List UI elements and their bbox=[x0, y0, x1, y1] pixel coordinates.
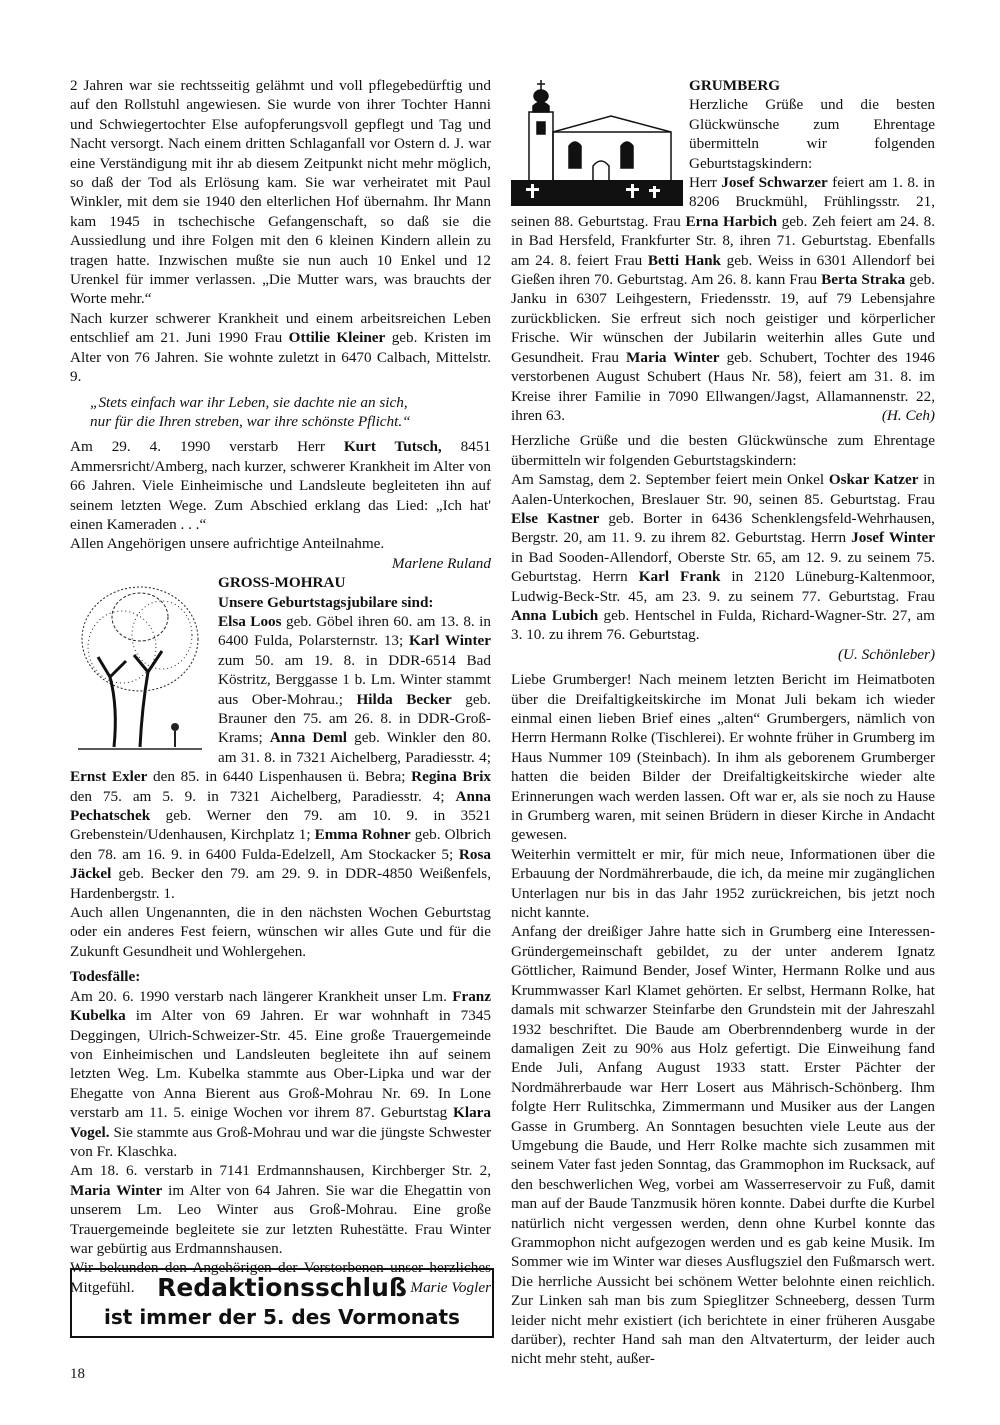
grumberg-intro-2: Herzliche Grüße und die besten Glückwünsche zum Ehrentage übermitteln wir folgenden Geburtstagskindern: bbox=[511, 432, 935, 469]
jubilar-name: Ernst Exler bbox=[70, 768, 148, 786]
jubilar-name: Anna Lubich bbox=[511, 606, 599, 624]
grumberg-birthdays-2 bbox=[511, 470, 935, 645]
jubilar-details: geb. Weiss in 6301 Allendorf bei Gießen ihren 70. Geburtstag. Am 26. 8. kann Frau bbox=[511, 251, 935, 289]
name-bold: Franz Kubelka bbox=[70, 987, 491, 1025]
jubilar-name: Oskar Katzer bbox=[828, 471, 919, 489]
jubilar-name: Hilda Becker bbox=[356, 690, 452, 708]
name-bold: Ottilie Kleiner bbox=[288, 329, 386, 347]
jubilar-name: Anna Pechatschek bbox=[70, 787, 491, 825]
jubilar-details: geb. Brauner den 75. am 26. 8. in DDR-Groß-Krams; bbox=[218, 690, 491, 747]
jubilar-details: in Bad Sooden-Allendorf, Oberste Str. 65, am 12. 9. zu seinem 75. Geburtstag. Herrn bbox=[511, 548, 935, 586]
jubilar-details: geb. Winkler den 80. am 31. 8. in 7321 Aichelberg, Paradiesstr. 4; bbox=[218, 729, 491, 766]
left-column bbox=[70, 76, 491, 1297]
jubilar-name: Anna Deml bbox=[269, 729, 347, 747]
jubilar-details: geb. Becker den 79. am 29. 9. in DDR-4850 Weißenfels, Hardenbergstr. 1. bbox=[70, 865, 491, 902]
jubilar-details: in Aalen-Unterkochen, Breslauer Str. 90, seinen 85. Geburtstag. Frau bbox=[511, 471, 935, 508]
jubilar-name: Erna Harbich bbox=[685, 212, 778, 230]
church-illustration bbox=[511, 76, 683, 206]
page-number: 18 bbox=[70, 1366, 85, 1382]
poem-line-1: „Stets einfach war ihr Leben, sie dachte nie an sich, bbox=[90, 393, 408, 411]
jubilar-name: Berta Straka bbox=[821, 271, 906, 289]
section-title-todesfaelle: Todesfälle: bbox=[70, 968, 141, 986]
jubilar-name: Josef Schwarzer bbox=[721, 174, 828, 192]
jubilar-details: Herr bbox=[689, 174, 722, 192]
tree-illustration bbox=[70, 577, 210, 755]
condolence-closing: Wir bekunden den Angehörigen der Verstorbenen unser herzliches Mitgefühl. Marie Vogler bbox=[70, 1259, 491, 1296]
jubilar-details: geb. Hentschel in Fulda, Richard-Wagner-Str. 27, am 3. 10. zu ihrem 76. Geburtstag. bbox=[511, 606, 935, 644]
wishes-paragraph: Auch allen Ungenannten, die in den nächsten Wochen Geburtstag oder ein anderes Fest feiern, wünschen wir alles Gute und für die Zukunft Gesundheit und Wohlergehen. bbox=[70, 904, 491, 960]
deadline-title: Redaktionsschluß bbox=[157, 1273, 407, 1302]
deadline-subtitle: ist immer der 5. des Vormonats bbox=[104, 1305, 460, 1329]
jubilar-details: den 85. in 6440 Lispenhausen ü. Bebra; bbox=[147, 768, 412, 786]
jubilar-details: geb. Olbrich den 78. am 16. 9. in 6400 Fulda-Edelzell, Am Stockacker 5; bbox=[70, 826, 491, 863]
section-title-grumberg: GRUMBERG bbox=[689, 77, 781, 94]
grumberg-birthdays-1 bbox=[511, 173, 935, 425]
jubilar-details: den 75. am 5. 9. in 7321 Aichelberg, Paradiesstr. 4; bbox=[70, 787, 456, 805]
grumberg-intro: Herzliche Grüße und die besten Glückwünsche zum Ehrentage übermitteln wir folgenden Geburtstagskindern: bbox=[689, 96, 935, 172]
jubilar-details: in 2120 Lüneburg-Kaltenmoor, Ludwig-Beck-Str. 45, am 23. 9. zu seinem 77. Geburtstag. Frau bbox=[511, 568, 936, 605]
poem-line-2: nur für die Ihren streben, war ihre schönste Pflicht.“ bbox=[90, 412, 411, 430]
obituary-tutsch: Am 29. 4. 1990 verstarb Herr Kurt Tutsch, 8451 Ammersricht/Amberg, nach kurzer, schwerer Krankheit im Alter von 66 Jahren. Viele Einheimische und Landsleute begleiteten ihn auf seinem letzten Wege. Zum Abschied erklang das Lied: „Ich hat' einen Kameraden . . .“ bbox=[70, 438, 492, 533]
jubilar-details: geb. Werner den 79. am 10. 9. in 3521 Grebenstein/Udenhausen, Kirchplatz 1; bbox=[70, 807, 491, 844]
jubilar-details: geb. Zeh feiert am 24. 8. in Bad Hersfeld, Frankfurter Str. 8, ihren 71. Geburtstag. Ebenfalls am 24. 8. feiert Frau bbox=[511, 212, 935, 269]
condolence-line: Allen Angehörigen unsere aufrichtige Anteilnahme. bbox=[70, 535, 385, 553]
jubilar-details: geb. Borter in 6436 Schenklengsfeld-Wehrhausen, Bergstr. 20, am 11. 9. zu ihrem 82. Geburtstag. Herrn bbox=[511, 509, 935, 547]
obituary-kubelka: Am 20. 6. 1990 verstarb nach längerer Krankheit unser Lm. Franz Kubelka im Alter von 69 Jahren. Er war wohnhaft in 7345 Deggingen, Ulrich-Schweizer-Str. 45. Eine große Trauergemeinde von Einheimischen und Landsleuten begleitete ihn auf seinem letzten Weg. Lm. Kubelka stammte aus Ober-Lipka und war der Ehegatte von Anna Bierent aus Groß-Mohrau Nr. 69. In Lone verstarb am 11. 5. einige Wochen vor ihrem 87. Geburtstag Klara Vogel. Sie stammte aus Groß-Mohrau und war die jüngste Schwester von Fr. Klaschka. bbox=[70, 987, 491, 1160]
obituary-winter: Am 18. 6. verstarb in 7141 Erdmannshausen, Kirchberger Str. 2, Maria Winter im Alter von 64 Jahren. Sie war die Ehegattin von unserem Lm. Leo Winter aus Groß-Mohrau. Eine große Trauergemeinde begleitete sie zur letzten Ruhestätte. Frau Winter war gebürtig aus Erdmannshausen. bbox=[70, 1162, 491, 1257]
jubilar-details: geb. Schubert, Tochter des 1946 verstorbenen August Schubert (Haus Nr. 58), feiert am 31. 8. im Kreise ihrer Familie in 7090 Ellwangen/Jagst, Allamannenstr. 22, ihren 63. bbox=[511, 348, 936, 424]
name-bold: Klara Vogel. bbox=[70, 1104, 491, 1141]
signature-vogler: Marie Vogler bbox=[410, 1278, 491, 1296]
jubilar-name: Emma Rohner bbox=[314, 826, 411, 844]
section-title-gross-mohrau: GROSS-MOHRAU bbox=[218, 574, 346, 592]
name-bold: Kurt Tutsch, bbox=[343, 438, 442, 456]
paragraph-liebe-grumberger: Liebe Grumberger! Nach meinem letzten Bericht im Heimatboten über die Dreifaltigkeitskirche im Monat Juli bekam ich wieder einmal einen lieben Brief eines „alten“ Grumbergers, nämlich von Herrn Hermann Rolke (Tischlerei). Er wohnte früher in Grumberg im Haus Nummer 109 (Steinbach). In ihm als geborenem Grumberger hatten die beiden Bilder der Dreifaltigkeitskirche wieder alte Erinnerungen wach werden lassen. Oft war er, als sie noch zu Hause in Grumberg waren, mit seinen Brüdern in dieser Kirche in Andacht gewesen. bbox=[511, 671, 935, 844]
right-column bbox=[511, 76, 935, 1369]
jubilar-name: Rosa Jäckel bbox=[70, 845, 491, 883]
signature-ceh: (H. Ceh) bbox=[881, 406, 935, 424]
jubilar-details: Am Samstag, dem 2. September feiert mein Onkel bbox=[511, 471, 829, 489]
obituary-kleiner: Nach kurzer schwerer Krankheit und einem arbeitsreichen Leben entschlief am 21. Juni 1990 Frau Ottilie Kleiner geb. Kristen im Alter von 76 Jahren. Sie wohnte zuletzt in 6470 Calbach, Mittelstr. 9. bbox=[70, 309, 492, 386]
section-subtitle-geburtstage: Unsere Geburtstagsjubilare sind: bbox=[218, 593, 434, 611]
jubilar-name: Regina Brix bbox=[411, 768, 492, 786]
name-bold: Maria Winter bbox=[70, 1181, 163, 1199]
jubilar-name: Karl Frank bbox=[638, 568, 721, 586]
jubilar-name: Betti Hank bbox=[647, 251, 721, 269]
obituary-winkler-text: 2 Jahren war sie rechtsseitig gelähmt und voll pflegebedürftig und auf den Rollstuhl angewiesen. Sie wurde von ihrer Tochter Hanni und Schwiegertochter Else aufopferungsvoll gepflegt und Tag und Nacht versorgt. Nach einem dritten Schlaganfall vor Ostern d. J. war eine Verständigung mit ihr ab diesem Zeitpunkt nicht mehr möglich, so daß der Tod als Erlösung kam. Sie war verheiratet mit Paul Winkler, mit dem sie 1940 den elterlichen Hof übernahm. Ihr Mann kam 1945 in tschechische Gefangenschaft, so daß sie die Aussiedlung und ihre Folgen mit den 6 kleinen Kindern allein zu tragen hatte. Inzwischen mußte sie nun auch 10 Enkel und 12 Urenkel für immer verlassen. „Die Mutter wars, was brauchts der Worte mehr.“ bbox=[70, 77, 491, 308]
jubilar-details: geb. Göbel ihren 60. am 13. 8. in 6400 Fulda, Polarsternstr. 13; bbox=[218, 612, 491, 650]
jubilar-details: feiert am 1. 8. in 8206 Bruckmühl, Frühlingsstr. 21, seinen 88. Geburtstag. Frau bbox=[511, 174, 936, 230]
jubilar-name: Maria Winter bbox=[626, 348, 720, 366]
deadline-notice-box bbox=[70, 1268, 494, 1338]
jubilar-name: Karl Winter bbox=[409, 632, 491, 650]
paragraph-weiterhin: Weiterhin vermittelt er mir, für mich neue, Informationen über die Erbauung der Nordmährerbaude, die ich, da meine mir zugänglichen Unterlagen nur bis in das Jahr 1952 zurückreichen, bis jetzt noch nicht kannte. bbox=[511, 845, 935, 922]
jubilar-name: Josef Winter bbox=[851, 529, 935, 547]
jubilar-name: Else Kastner bbox=[511, 509, 600, 527]
signature-schoenleber: (U. Schönleber) bbox=[838, 645, 935, 663]
poem-quote bbox=[90, 393, 491, 432]
jubilar-details: geb. Janku in 6307 Leihgestern, Friedensstr. 19, auf 79 Lebensjahre zurückblicken. Sie erfreut sich noch geistiger und körperlicher Frische. Wir wünschen der Jubilarin weiterhin alles Gute und Gesundheit. Frau bbox=[511, 271, 935, 366]
signature-ruland: Marlene Ruland bbox=[391, 554, 491, 572]
jubilar-name: Elsa Loos bbox=[218, 612, 282, 630]
paragraph-anfang: Anfang der dreißiger Jahre hatte sich in Grumberg eine Interessen-Gründergemeinschaft gebildet, zu der unter anderem Ignatz Göttlicher, Raimund Bender, Josef Winter, Hermann Rolke und aus Krummwasser Karl Klamet gehörten. Er selbst, Hermann Rolke, hat damals mit schwarzer Steinfarbe den Grundstein mit der Jahreszahl 1932 beschriftet. Die Baude am Oberbrenndenberg wurde in der damaligen Zeit zu 90% aus Holz gefertigt. Die Einweihung fand Ende Juli, Anfang August 1933 statt. Erster Pächter der Nordmährerbaude war Herr Losert aus Mährisch-Schönberg. Ihm folgte Herr Rulitschka, Zimmermann und Musiker aus der Langen Gasse in Grumberg. An Sonntagen besuchten viele Leute aus der Umgebung die Baude, und Herr Rolke machte sich zusammen mit seinem Vater fast jeden Sonntag, das Grammophon im Rucksack, auf den beschwerlichen Weg, vorbei am Wasserreservoir zu Fuß, damit man auf der Baude Tanzmusik hören konnte. Dabei durfte die Kurbel natürlich nicht vergessen werden, denn ohne Kurbel konnte das Grammophon nicht aufgezogen werden und es gab keine Musik. Im Sommer wie im Winter war dieses Ausflugsziel den Fußmarsch wert. Die herrliche Aussicht bei schönem Wetter belohnte einen reichlich. Zur Linken sah man bis zum Spieglitzer Schneeberg, dessen Turm leider nicht mehr existiert (ich berichtete in einer früheren Ausgabe darüber), rechter Hand sah man den Altvaterturm, der leider auch nicht mehr steht, außer- bbox=[511, 923, 935, 1368]
jubilar-details: zum 50. am 19. 8. in DDR-6514 Bad Köstritz, Berggasse 1 b. Lm. Winter stammt aus Ober-Mohrau.; bbox=[218, 651, 491, 708]
